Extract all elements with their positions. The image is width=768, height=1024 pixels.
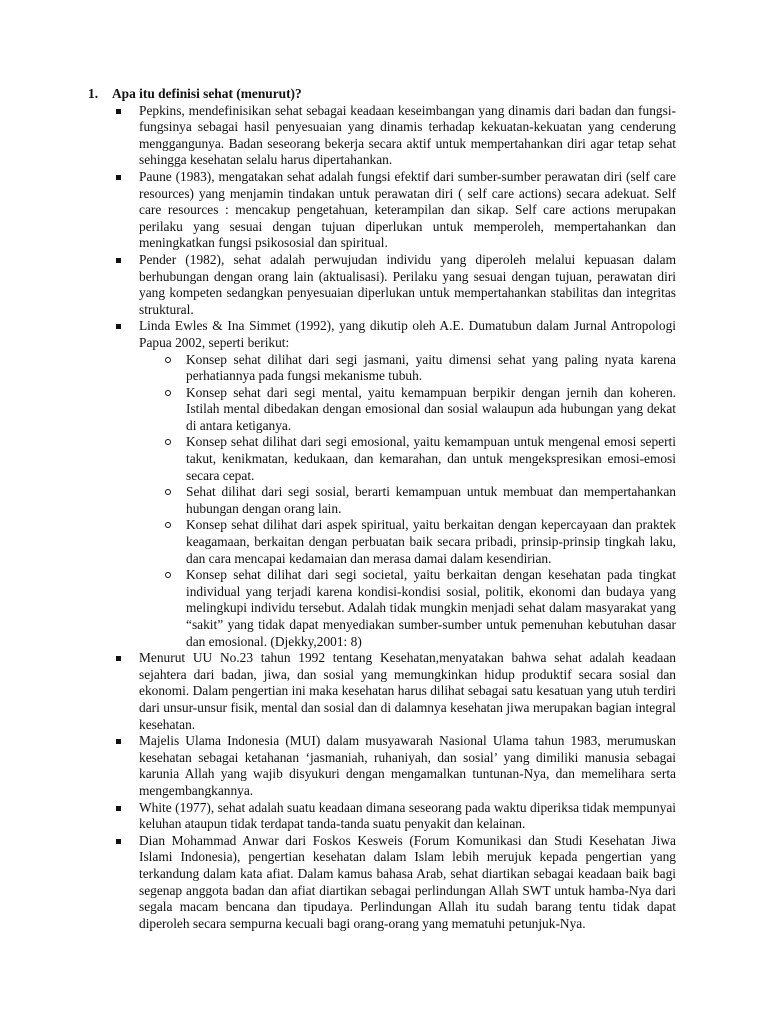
square-bullet-icon <box>116 324 121 329</box>
circle-bullet-icon <box>165 572 171 578</box>
list-item-pender <box>112 252 676 318</box>
sublist-item-text: Konsep sehat dilihat dari segi societal, yaitu berkaitan dengan kesehatan pada tingkat individual yang terjadi karena kondisi-kondisi sosial, politik, ekonomi dan budaya yang melingkupi individu tersebut. Adalah tidak mungkin menjadi sehat dalam masyarakat yang “sakit” yang tidak dapat menyediakan sumber-sumber untuk pemenuhan kebutuhan dasar dan emosional. (Djekky,2001: 8) <box>186 567 676 649</box>
list-item-text: Dian Mohammad Anwar dari Foskos Kesweis (Forum Komunikasi dan Studi Kesehatan Jiwa Islami Indonesia), pengertian kesehatan dalam Islam lebih merujuk kepada pengertian yang terkandung dalam kata afiat. Dalam kamus bahasa Arab, sehat diartikan sebagai keadaan baik bagi segenap anggota badan dan afiat diartikan sebagai perlindungan Allah SWT untuk hamba-Nya dari segala macam bencana dan tipudaya. Perlindungan Allah itu sudah barang tentu tidak dapat diperoleh secara sempurna kecuali bagi orang-orang yang mematuhi petunjuk-Nya. <box>139 832 676 931</box>
question-heading <box>88 86 676 103</box>
square-bullet-icon <box>116 258 121 263</box>
sublist-item-text: Konsep sehat dilihat dari segi jasmani, yaitu dimensi sehat yang paling nyata karena perhatiannya pada fungsi mekanisme tubuh. <box>186 351 676 384</box>
document-page <box>88 86 676 932</box>
sublist-item-text: Konsep sehat dari segi mental, yaitu kemampuan berpikir dengan jernih dan koheren. Istilah mental dibedakan dengan emosional dan sosial walaupun ada hubungan yang dekat di antara ketiganya. <box>186 384 676 433</box>
concept-sublist <box>139 352 676 651</box>
sublist-item-societal <box>163 567 676 650</box>
list-item-uu-no23 <box>112 650 676 733</box>
list-item-text: Linda Ewles & Ina Simmet (1992), yang dikutip oleh A.E. Dumatubun dalam Jurnal Antropologi Papua 2002, seperti berikut: <box>139 318 676 350</box>
list-item-linda-ewles <box>112 318 676 650</box>
sublist-item-text: Konsep sehat dilihat dari segi emosional, yaitu kemampuan untuk mengenal emosi seperti takut, kenikmatan, kedukaan, dan kemarahan, dan untuk mengekspresikan emosi-emosi secara cepat. <box>186 434 676 483</box>
list-item-text: Majelis Ulama Indonesia (MUI) dalam musyawarah Nasional Ulama tahun 1983, merumuskan kesehatan sebagai ketahanan ‘jasmaniah, ruhaniyah, dan sosial’ yang dimiliki manusia sebagai karunia Allah yang wajib disyukuri dengan mengamalkan tuntunan-Nya, dan memelihara serta mengembangkannya. <box>139 733 676 798</box>
list-item-white <box>112 800 676 833</box>
sublist-item-jasmani <box>163 352 676 385</box>
square-bullet-icon <box>116 656 121 661</box>
square-bullet-icon <box>116 839 121 844</box>
list-item-paune <box>112 169 676 252</box>
sublist-item-text: Sehat dilihat dari segi sosial, berarti kemampuan untuk membuat dan mempertahankan hubungan dengan orang lain. <box>186 484 676 516</box>
sublist-item-mental <box>163 385 676 435</box>
square-bullet-icon <box>116 109 121 114</box>
circle-bullet-icon <box>165 357 171 363</box>
circle-bullet-icon <box>165 390 171 396</box>
circle-bullet-icon <box>165 489 171 495</box>
question-number: 1. <box>88 86 99 101</box>
sublist-item-text: Konsep sehat dilihat dari aspek spiritual, yaitu berkaitan dengan kepercayaan dan praktek keagamaan, berkaitan dengan perbuatan baik secara pribadi, prinsip-prinsip tingkah laku, dan cara mencapai kedamaian dan merasa damai dalam kesendirian. <box>186 517 676 566</box>
circle-bullet-icon <box>165 439 171 445</box>
square-bullet-icon <box>116 739 121 744</box>
sublist-item-spiritual <box>163 517 676 567</box>
list-item-pepkins <box>112 103 676 169</box>
list-item-text: Pender (1982), sehat adalah perwujudan individu yang diperoleh melalui kepuasan dalam berhubungan dengan orang lain (aktualisasi). Perilaku yang sesuai dengan tujuan, perawatan diri yang kompeten sedangkan penyesuaian diperlukan untuk mempertahankan stabilitas dan integritas struktural. <box>139 251 676 317</box>
square-bullet-icon <box>116 175 121 180</box>
list-item-text: White (1977), sehat adalah suatu keadaan dimana seseorang pada waktu diperiksa tidak mempunyai keluhan ataupun tidak terdapat tanda-tanda suatu penyakit dan kelainan. <box>139 799 676 832</box>
square-bullet-icon <box>116 806 121 811</box>
sublist-item-sosial <box>163 484 676 517</box>
list-item-text: Paune (1983), mengatakan sehat adalah fungsi efektif dari sumber-sumber perawatan diri (self care resources) yang menjamin tindakan untuk perawatan diri ( self care actions) secara adekuat. Self care resources : mencakup pengetahuan, keterampilan dan sikap. Self care actions merupakan perilaku yang sesuai dengan tujuan diperlukan untuk memperoleh, mempertahankan dan meningkatkan fungsi psikososial dan spiritual. <box>139 168 676 251</box>
list-item-mui <box>112 733 676 799</box>
list-item-text: Pepkins, mendefinisikan sehat sebagai keadaan keseimbangan yang dinamis dari badan dan fungsi-fungsinya sebagai hasil penyesuaian yang dinamis terhadap kekuatan-kekuatan yang cenderung menggangunya. Badan seseorang bekerja secara aktif untuk mempertahankan diri agar tetap sehat sehingga kesehatan selalu harus dipertahankan. <box>139 102 676 168</box>
list-item-text: Menurut UU No.23 tahun 1992 tentang Kesehatan,menyatakan bahwa sehat adalah keadaan sejahtera dari badan, jiwa, dan sosial yang memungkinkan hidup produktif secara sosial dan ekonomi. Dalam pengertian ini maka kesehatan harus dilihat sebagai satu kesatuan yang utuh terdiri dari unsur-unsur fisik, mental dan sosial dan di dalamnya kesehatan jiwa merupakan bagian integral kesehatan. <box>139 650 676 732</box>
circle-bullet-icon <box>165 522 171 528</box>
sublist-item-emosional <box>163 434 676 484</box>
list-item-dian-anwar <box>112 833 676 933</box>
definition-list <box>88 103 676 933</box>
question-title: Apa itu definisi sehat (menurut)? <box>112 86 302 101</box>
